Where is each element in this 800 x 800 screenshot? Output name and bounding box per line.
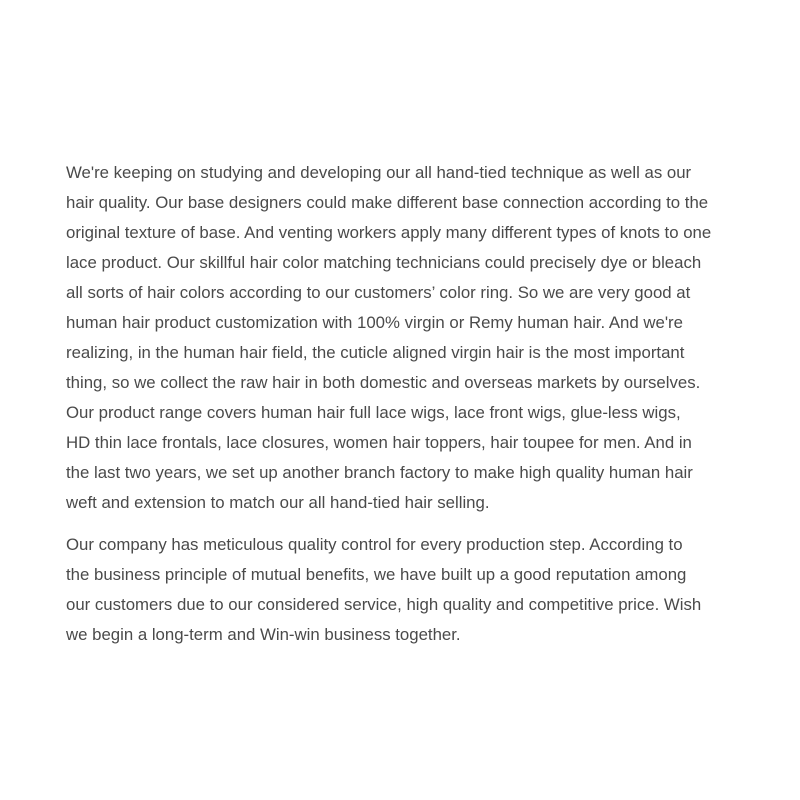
article-body: [66, 158, 766, 650]
text-line: thing, so we collect the raw hair in both domestic and overseas markets by ourselves.: [66, 373, 701, 392]
text-line: we begin a long-term and Win-win business together.: [66, 625, 461, 644]
paragraph-quality-control: [66, 530, 766, 650]
text-line: original texture of base. And venting workers apply many different types of knots to one: [66, 223, 712, 242]
paragraph-company-capabilities: [66, 158, 766, 518]
text-line: hair quality. Our base designers could make different base connection according to the: [66, 193, 709, 212]
text-line: the last two years, we set up another branch factory to make high quality human hair: [66, 463, 693, 482]
text-line: lace product. Our skillful hair color matching technicians could precisely dye or bleach: [66, 253, 702, 272]
text-line: the business principle of mutual benefits, we have built up a good reputation among: [66, 565, 687, 584]
text-line: Our product range covers human hair full lace wigs, lace front wigs, glue-less wigs,: [66, 403, 681, 422]
text-line: Our company has meticulous quality control for every production step. According to: [66, 535, 683, 554]
text-line: our customers due to our considered service, high quality and competitive price. Wish: [66, 595, 702, 614]
text-line: all sorts of hair colors according to our customers’ color ring. So we are very good at: [66, 283, 691, 302]
text-line: HD thin lace frontals, lace closures, women hair toppers, hair toupee for men. And in: [66, 433, 692, 452]
text-line: human hair product customization with 100% virgin or Remy human hair. And we're: [66, 313, 683, 332]
text-line: We're keeping on studying and developing our all hand-tied technique as well as our: [66, 163, 692, 182]
text-line: weft and extension to match our all hand-tied hair selling.: [66, 493, 490, 512]
text-line: realizing, in the human hair field, the cuticle aligned virgin hair is the most important: [66, 343, 685, 362]
